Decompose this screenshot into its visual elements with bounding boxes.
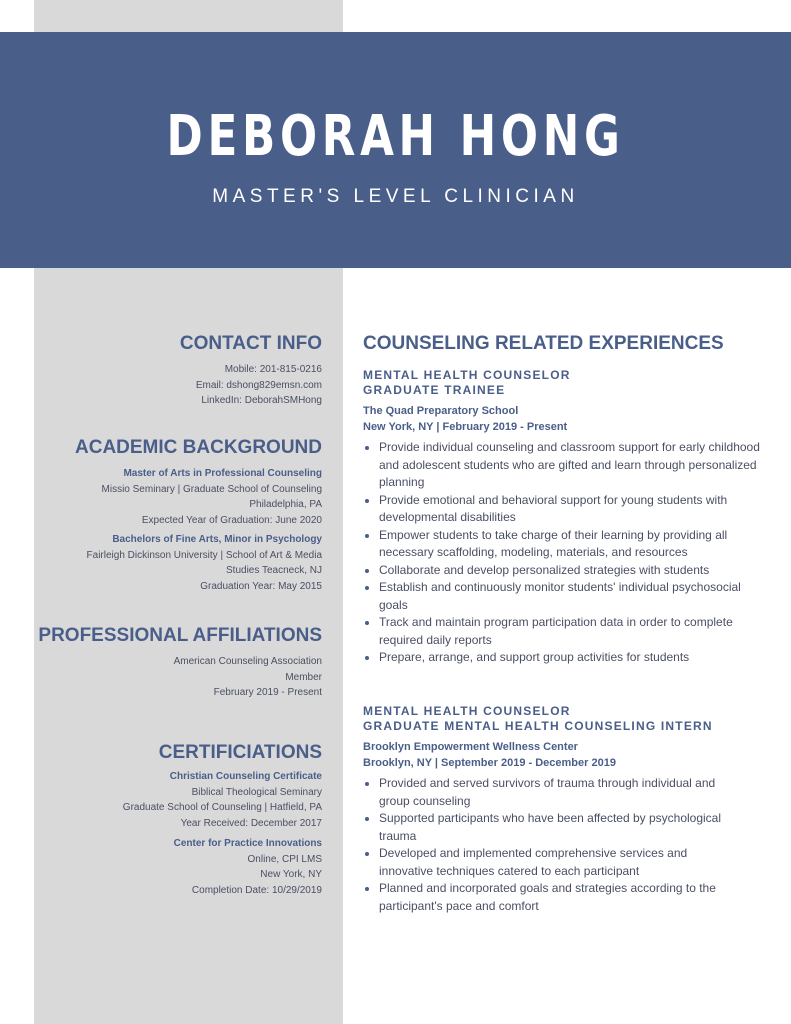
degree-school: Missio Seminary | Graduate School of Counseling: [101, 483, 322, 495]
cert-issuer: Online, CPI LMS: [247, 853, 322, 865]
cert-date: Completion Date: 10/29/2019: [191, 884, 322, 896]
degree-date: Graduation Year: May 2015: [200, 580, 322, 592]
contact-linkedin: LinkedIn: DeborahSMHong: [201, 395, 322, 406]
job-place-date: Brooklyn, NY | September 2019 - December 2019: [363, 757, 616, 769]
affiliation-date: February 2019 - Present: [213, 687, 322, 698]
contact-section: [34, 332, 322, 409]
contact-heading: CONTACT INFO: [179, 333, 322, 354]
contact-mobile: Mobile: 201-815-0216: [224, 364, 322, 375]
affiliations-heading: PROFESSIONAL AFFILIATIONS: [38, 625, 322, 646]
job-role-sub: GRADUATE MENTAL HEALTH COUNSELING INTERN: [363, 719, 713, 733]
list-item: Prepare, arrange, and support group activities for students: [363, 649, 763, 667]
job-role: MENTAL HEALTH COUNSELOR: [363, 704, 571, 718]
academic-heading: ACADEMIC BACKGROUND: [75, 437, 322, 458]
list-item: Provided and served survivors of trauma through individual and group counseling: [363, 775, 743, 810]
list-item: Collaborate and develop personalized strategies with students: [363, 562, 763, 580]
header-banner: [0, 32, 791, 268]
job-bullets: [363, 775, 743, 915]
certifications-heading: CERTIFICIATIONS: [158, 742, 322, 763]
academic-section: [34, 436, 322, 594]
job-role: MENTAL HEALTH COUNSELOR: [363, 368, 571, 382]
cert-issuer: Biblical Theological Seminary: [191, 786, 322, 798]
cert-title: Christian Counseling Certificate: [169, 771, 322, 782]
cert-title: Center for Practice Innovations: [173, 838, 322, 849]
list-item: Establish and continuously monitor students' individual psychosocial goals: [363, 579, 763, 614]
affiliations-section: [34, 624, 322, 701]
certifications-section: [34, 741, 322, 898]
candidate-name: DEBORAH HONG: [166, 104, 625, 169]
contact-email: Email: dshong829emsn.com: [195, 379, 322, 391]
list-item: Developed and implemented comprehensive services and innovative techniques catered to each participant: [363, 845, 743, 880]
list-item: Empower students to take charge of their learning by providing all necessary scaffolding, modeling, materials, and resources: [363, 527, 763, 562]
job-bullets: [363, 439, 763, 667]
list-item: Provide emotional and behavioral support for young students with developmental disabilities: [363, 492, 763, 527]
degree-school: Fairleigh Dickinson University | School of Art & Media: [86, 549, 322, 561]
degree-title: Master of Arts in Professional Counseling: [123, 468, 322, 479]
degree-location: Philadelphia, PA: [249, 499, 322, 510]
degree-date: Expected Year of Graduation: June 2020: [141, 514, 322, 526]
degree-location: Studies Teacneck, NJ: [226, 565, 322, 576]
job-entry: [363, 368, 763, 667]
list-item: Supported participants who have been affected by psychological trauma: [363, 810, 743, 845]
experience-heading: COUNSELING RELATED EXPERIENCES: [363, 333, 724, 354]
job-org: The Quad Preparatory School: [363, 405, 519, 417]
cert-location: Graduate School of Counseling | Hatfield, PA: [122, 802, 322, 813]
degree-title: Bachelors of Fine Arts, Minor in Psychology: [112, 534, 322, 545]
list-item: Track and maintain program participation data in order to complete required daily reports: [363, 614, 763, 649]
job-entry: [363, 704, 763, 915]
candidate-title: MASTER'S LEVEL CLINICIAN: [212, 186, 579, 207]
job-place-date: New York, NY | February 2019 - Present: [363, 421, 568, 433]
list-item: Planned and incorporated goals and strategies according to the participant's pace and comfort: [363, 880, 743, 915]
cert-location: New York, NY: [260, 869, 322, 880]
list-item: Provide individual counseling and classroom support for early childhood and adolescent students who are gifted and learn through personalized planning: [363, 439, 763, 492]
job-org: Brooklyn Empowerment Wellness Center: [363, 741, 578, 753]
affiliation-role: Member: [285, 671, 322, 683]
job-role-sub: GRADUATE TRAINEE: [363, 383, 506, 397]
experience-section: [363, 332, 763, 913]
affiliation-org: American Counseling Association: [173, 656, 322, 667]
cert-date: Year Received: December 2017: [180, 817, 322, 829]
